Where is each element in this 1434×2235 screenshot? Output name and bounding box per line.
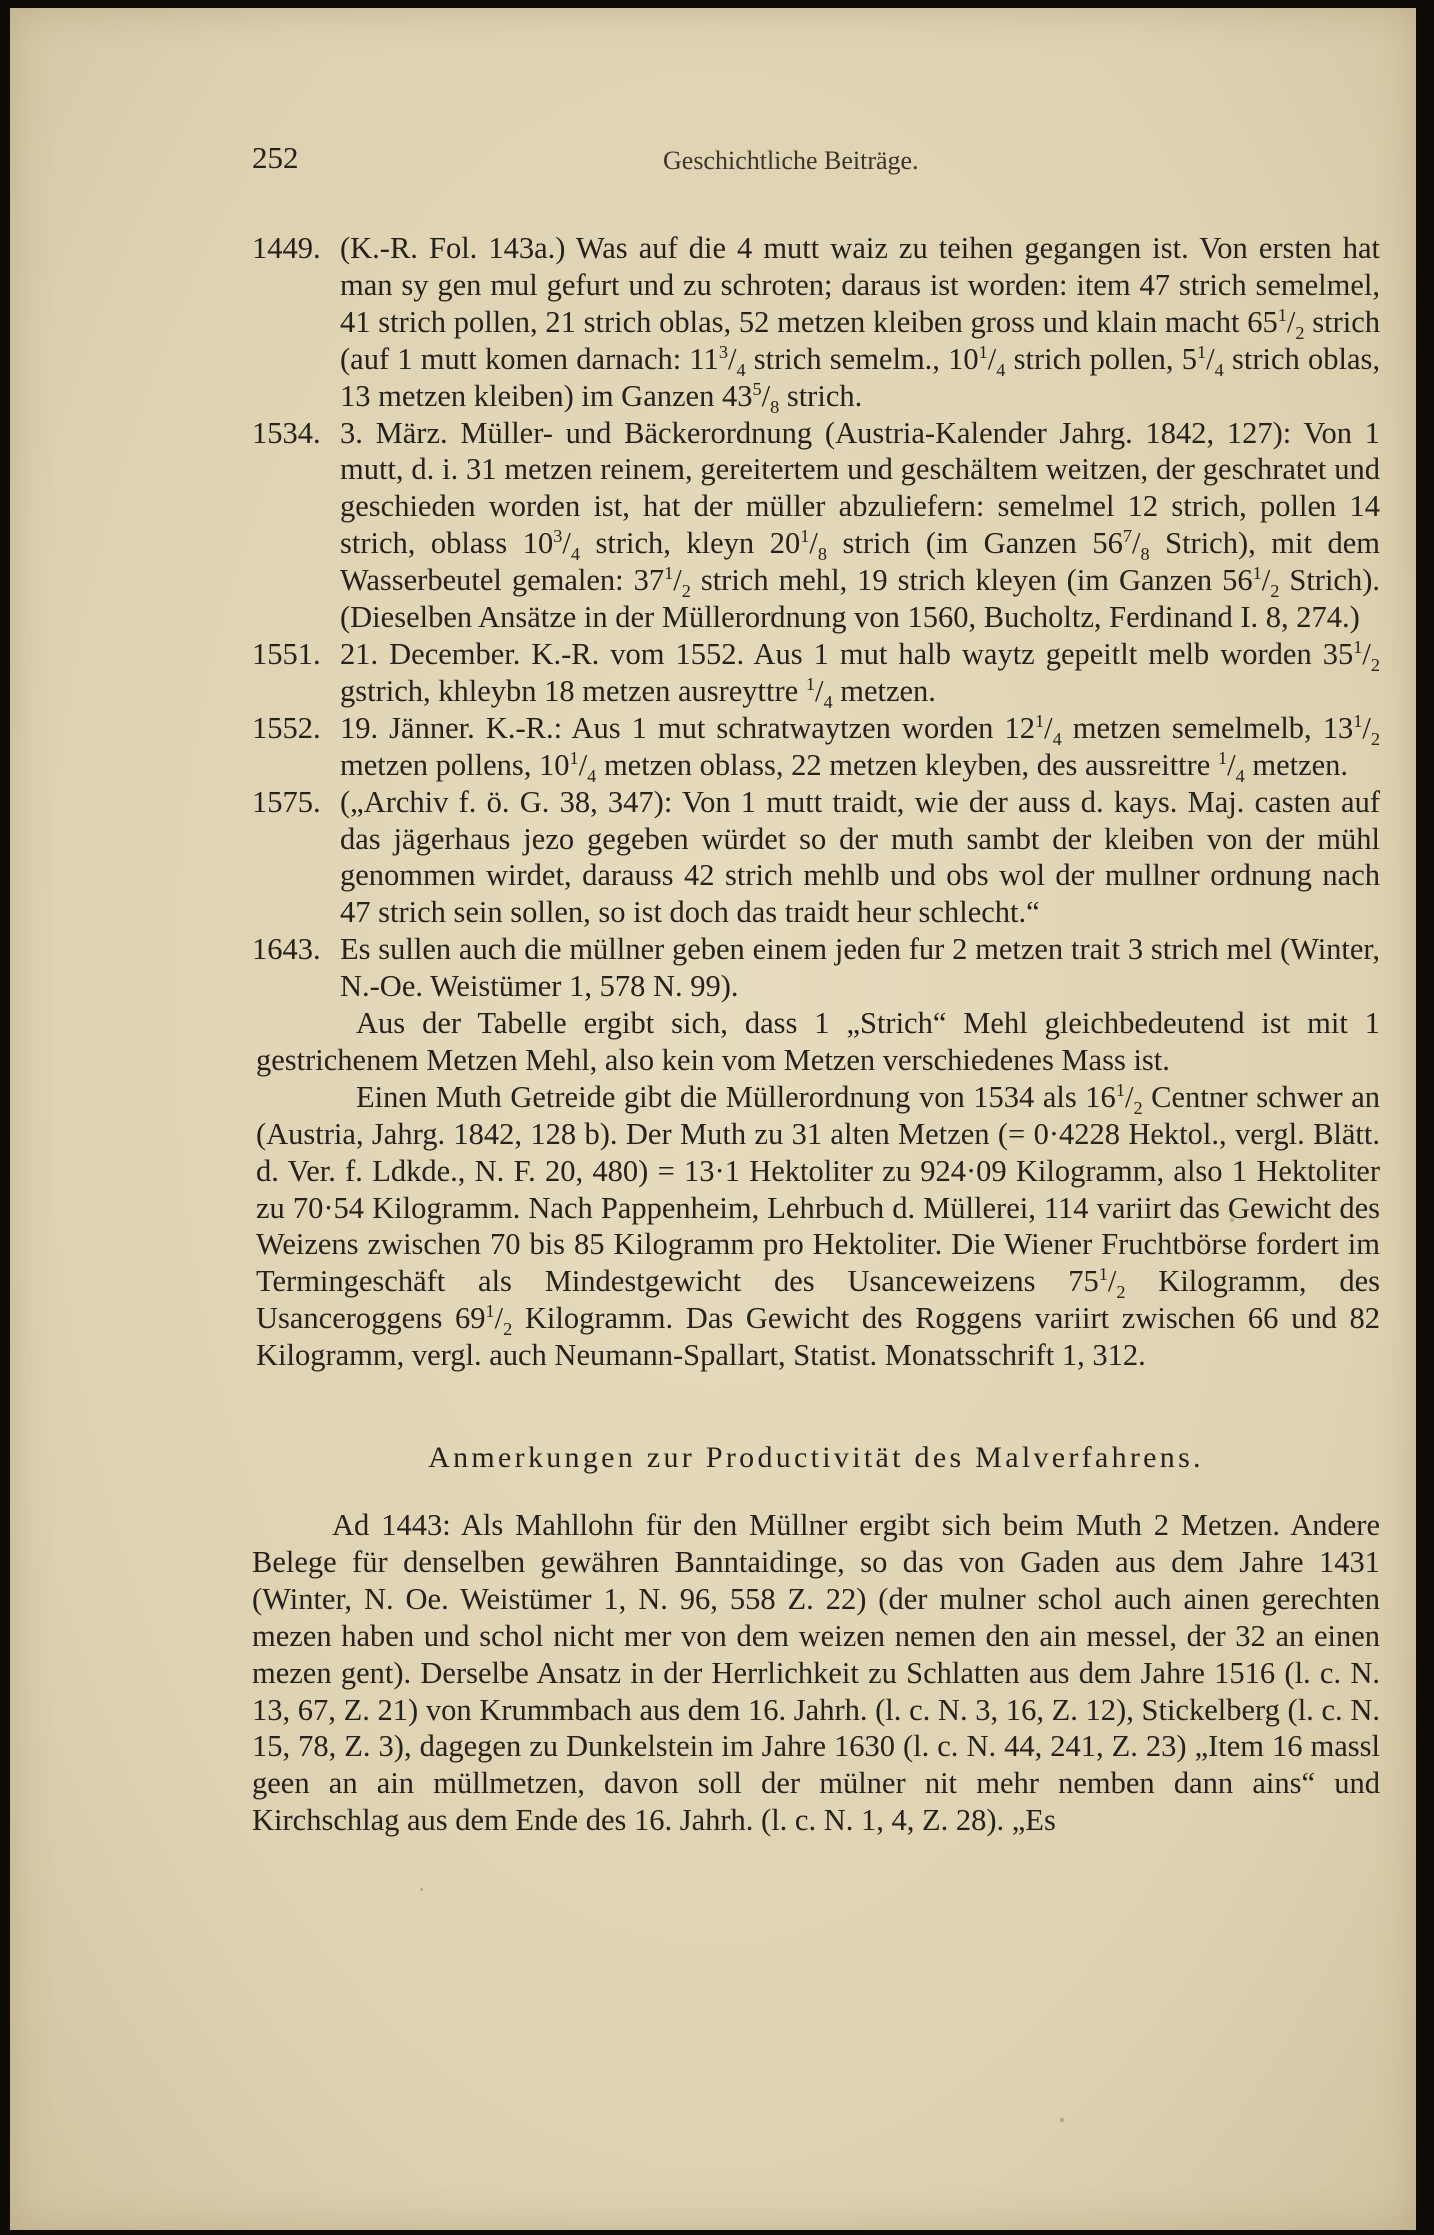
entry-year: 1534. — [252, 415, 321, 450]
section-heading: Anmerkungen zur Productivität des Malverfahrens. — [428, 1441, 1204, 1475]
entry-year: 1551. — [252, 636, 321, 671]
chronology-entry — [252, 636, 1380, 710]
entry-text: 3. März. Müller- und Bäckerordnung (Austria-Kalender Jahrg. 1842, 127): Von 1 mutt, d. i. 31 metzen reinem, gereitertem und geschältem weitzen, der geschratet und geschieden worden ist, hat der müller abzuliefern: semelmel 12 strich, pollen 14 strich, oblass $10^3/_4$ strich, kleyn $20^1/_8$ strich (im Ganzen $56^7/_8$ Strich), mit dem Wasserbeutel gemalen: $37^1/_2$ strich mehl, 19 strich kleyen (im Ganzen $56^1/_2$ Strich). (Dieselben Ansätze in der Müllerordnung von 1560, Bucholtz, Ferdinand I. 8, 274.) — [340, 415, 1381, 635]
page-header — [252, 140, 1380, 184]
paper-speck — [1060, 2118, 1064, 2122]
entry-text: (K.-R. Fol. 143a.) Was auf die 4 mutt waiz zu teihen gegangen ist. Von ersten hat man sy gen mul gefurt und zu schroten; daraus ist worden: item 47 strich semelmel, 41 strich pollen, 21 strich oblas, 52 metzen kleiben gross und klain macht $65^1/_2$ strich (auf 1 mutt komen darnach: $11^3/_4$ strich semelm., $10^1/_4$ strich pollen, $5^1/_4$ strich oblas, 13 metzen kleiben) im Ganzen $43^5/_8$ strich. — [340, 231, 1381, 417]
page-number: 252 — [252, 140, 299, 175]
entry-text: Es sullen auch die müllner geben einem jeden fur 2 metzen trait 3 strich mel (Winter, N.-Oe. Weistümer 1, 578 N. 99). — [340, 932, 1380, 1004]
entry-year: 1552. — [252, 710, 321, 745]
chronology-entry — [252, 931, 1380, 1005]
entry-year: 1449. — [252, 231, 321, 265]
chronology-entry — [252, 710, 1380, 784]
entry-text: 19. Jänner. K.-R.: Aus 1 mut schratwaytzen worden $12^1/_4$ metzen semelmelb, $13^1/_2$ metzen pollens, $10^1/_4$ metzen oblass, 22 metzen kleyben, des aussreittre $^1/_4$ metzen. — [340, 710, 1380, 786]
chronology-entry — [252, 784, 1380, 932]
entry-year: 1575. — [252, 784, 321, 819]
body-paragraph: Einen Muth Getreide gibt die Müllerordnung von 1534 als $16^1/_2$ Centner schwer an (Austria, Jahrg. 1842, 128 b). Der Muth zu 31 alten Metzen (= 0·4228 Hektol., vergl. Blätt. d. Ver. f. Ldkde., N. F. 20, 480) = 13·1 Hektoliter zu 924·09 Kilogramm, also 1 Hektoliter zu 70·54 Kilogramm. Nach Pappenheim, Lehrbuch d. Müllerei, 114 variirt das Gewicht des Weizens zwischen 70 bis 85 Kilogramm pro Hektoliter. Die Wiener Fruchtbörse fordert im Termingeschäft als Mindestgewicht des Usanceweizens $75^1/_2$ Kilogramm, des Usanceroggens $69^1/_2$ Kilogramm. Das Gewicht des Roggens variirt zwischen 66 und 82 Kilogramm, vergl. auch Neumann-Spallart, Statist. Monatsschrift 1, 312. — [256, 1079, 1380, 1373]
chronology-entry — [252, 230, 1380, 415]
page-content — [252, 140, 1380, 1839]
notes-section — [252, 1440, 1380, 1839]
entry-text: („Archiv f. ö. G. 38, 347): Von 1 mutt traidt, wie der auss d. kays. Maj. casten auf das jägerhaus jezo gegeben würdet so der muth sambt der kleiben von der mühl genommen wirdet, darauss 42 strich mehlb und obs wol der mullner ordnung nach 47 strich sein sollen, so ist doch das traidt heur schlecht.“ — [340, 784, 1380, 930]
body-paragraphs — [256, 1005, 1380, 1374]
chronology-entry — [252, 415, 1380, 636]
body-paragraph: Aus der Tabelle ergibt sich, dass 1 „Strich“ Mehl gleichbedeutend ist mit 1 gestrichenem Metzen Mehl, also kein vom Metzen verschiedenes Mass ist. — [256, 1006, 1380, 1077]
paper-speck — [420, 1888, 423, 1891]
running-title: Geschichtliche Beiträge. — [663, 146, 919, 175]
chronology-list — [252, 230, 1380, 1005]
entry-year: 1643. — [252, 932, 321, 967]
section-paragraph: Ad 1443: Als Mahllohn für den Müllner ergibt sich beim Muth 2 Metzen. Andere Belege für denselben gewähren Banntaidinge, so das von Gaden aus dem Jahre 1431 (Winter, N. Oe. Weistümer 1, N. 96, 558 Z. 22) (der mulner schol auch ainen gerechten mezen haben und schol nicht mer von dem weizen nemen den ain messel, der 32 an einen mezen gent). Derselbe Ansatz in der Herrlichkeit zu Schlatten aus dem Jahre 1516 (l. c. N. 13, 67, Z. 21) von Krummbach aus dem 16. Jahrh. (l. c. N. 3, 16, Z. 12), Stickelberg (l. c. N. 15, 78, Z. 3), dagegen zu Dunkelstein im Jahre 1630 (l. c. N. 44, 241, Z. 23) „Item 16 massl geen an ain müllmetzen, davon soll der mülner nit mehr nemben dann ains“ und Kirchschlag aus dem Ende des 16. Jahrh. (l. c. N. 1, 4, Z. 28). „Es — [252, 1508, 1380, 1838]
entry-text: 21. December. K.-R. vom 1552. Aus 1 mut halb waytz gepeitlt melb worden $35^1/_2$ gstrich, khleybn 18 metzen ausreyttre $^1/_4$ metzen. — [340, 636, 1380, 712]
